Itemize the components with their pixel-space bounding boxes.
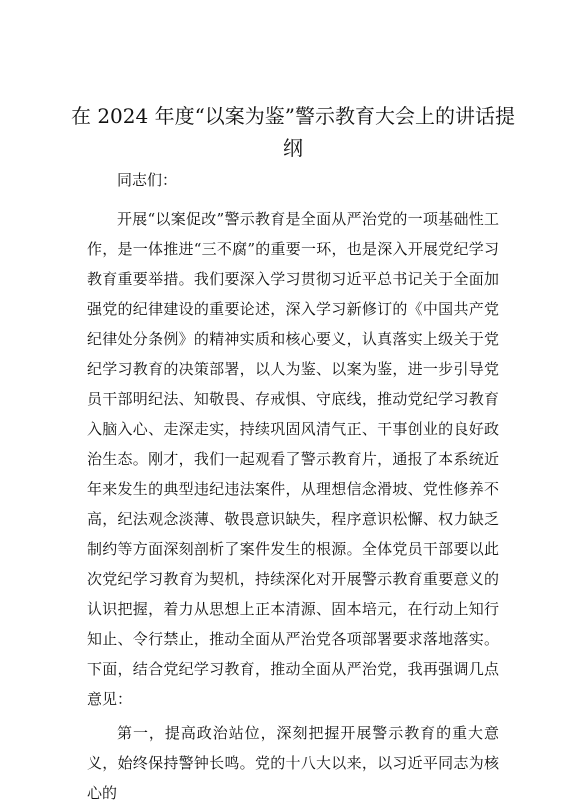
document-body: [87, 165, 499, 808]
paragraph-1: 开展“以案促改”警示教育是全面从严治党的一项基础性工作，是一体推进“三不腐”的重要一环，也是深入开展党纪学习教育重要举措。我们要深入学习贯彻习近平总书记关于全面加强党的纪律建设的重要论述，深入学习新修订的《中国共产党纪律处分条例》的精神实质和核心要义，认真落实上级关于党纪学习教育的决策部署，以人为鉴、以案为鉴，进一步引导党员干部明纪法、知敬畏、存戒惧、守底线，推动党纪学习教育入脑入心、走深走实，持续巩固风清气正、干事创业的良好政治生态。刚才，我们一起观看了警示教育片，通报了本系统近年来发生的典型违纪违法案件，从理想信念滑坡、党性修养不高，纪法观念淡薄、敬畏意识缺失，程序意识松懈、权力缺乏制约等方面深刻剖析了案件发生的根源。全体党员干部要以此次党纪学习教育为契机，持续深化对开展警示教育重要意义的认识把握，着力从思想上正本清源、固本培元，在行动上知行知止、令行禁止，推动全面从严治党各项部署要求落地落实。下面，结合党纪学习教育，推动全面从严治党，我再强调几点意见：: [87, 210, 499, 708]
greeting: 同志们：: [117, 171, 178, 189]
paragraph-2: 第一，提高政治站位，深刻把握开展警示教育的重大意义，始终保持警钟长鸣。党的十八大以来，以习近平同志为核心的: [87, 724, 499, 802]
document-title: 在 2024 年度“以案为鉴”警示教育大会上的讲话提纲: [70, 104, 516, 160]
